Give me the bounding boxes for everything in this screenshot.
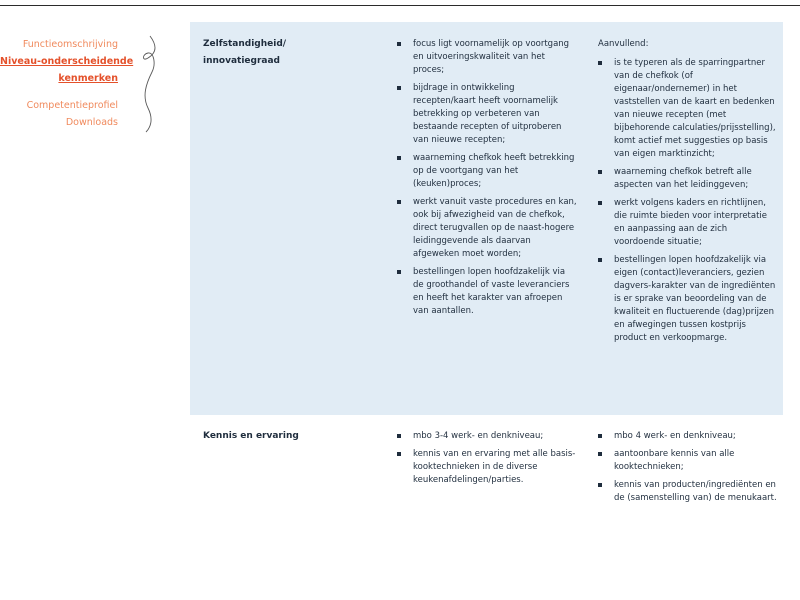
nav-item-competentieprofiel[interactable]: Competentieprofiel [26, 100, 118, 111]
column-level-higher [598, 430, 778, 510]
list-item: waarneming chefkok heeft betrekking op de voortgang van het (keuken)proces; [397, 152, 577, 191]
list-item: is te typeren als de sparringpartner van de chefkok (of eigenaar/ondernemer) in het vaststellen van de kaart en bedenken van nieuwe recepten (met bijbehorende calculaties/prijsstelling), komt actief met suggesties op basis van eigen marktinzicht; [598, 57, 778, 161]
list-item: werkt vanuit vaste procedures en kan, ook bij afwezigheid van de chefkok, direct terugvallen op de naast-hogere leidinggevende als daarvan afgeweken moet worden; [397, 196, 577, 261]
list-item: waarneming chefkok betreft alle aspecten van het leidinggeven; [598, 166, 778, 192]
nav-item-niveau-onderscheidende-kenmerken[interactable] [0, 53, 134, 87]
nav-item-downloads[interactable]: Downloads [65, 117, 118, 128]
sidebar-nav [0, 36, 134, 131]
bullet-icon [397, 156, 401, 160]
bullet-icon [397, 434, 401, 438]
bullet-icon [598, 434, 602, 438]
list-item: focus ligt voornamelijk op voortgang en uitvoeringskwaliteit van het proces; [397, 38, 577, 77]
column-level-lower [397, 38, 577, 323]
bullet-icon [397, 452, 401, 456]
row-label [203, 36, 353, 70]
column-level-higher [598, 38, 778, 350]
list-item: mbo 4 werk- en denkniveau; [598, 430, 778, 443]
bullet-list [397, 38, 577, 318]
row-label-line1: Zelfstandigheid/ [203, 39, 287, 49]
row-zelfstandigheid [190, 22, 783, 415]
row-label-line1: Kennis en ervaring [203, 431, 299, 441]
list-item: aantoonbare kennis van alle kooktechnieken; [598, 448, 778, 474]
list-item: bijdrage in ontwikkeling recepten/kaart heeft voornamelijk betrekking op verbeteren van bestaande recepten of uitproberen van nieuwe recepten; [397, 82, 577, 147]
bullet-icon [397, 200, 401, 204]
list-item: werkt volgens kaders en richtlijnen, die ruimte bieden voor interpretatie en aanpassing aan de zich voordoende situatie; [598, 197, 778, 249]
list-item: bestellingen lopen hoofdzakelijk via eigen (contact)leveranciers, gezien dagvers-karakter van de ingrediënten is er sprake van beoordeling van de kwaliteit en fluctuerende (dag)prijzen en afwegingen tussen kostprijs product en verkoopmarge. [598, 254, 778, 345]
list-item: mbo 3-4 werk- en denkniveau; [397, 430, 577, 443]
row-label [203, 428, 353, 445]
bullet-icon [598, 201, 602, 205]
top-divider [0, 5, 800, 6]
bullet-list [598, 57, 778, 345]
list-item: kennis van producten/ingrediënten en de (samenstelling van) de menukaart. [598, 479, 778, 505]
bullet-icon [598, 170, 602, 174]
nav-item-label-line2: kenmerken [58, 73, 118, 84]
row-kennis-en-ervaring [190, 415, 783, 575]
bullet-icon [397, 270, 401, 274]
bullet-icon [598, 258, 602, 262]
decorative-squiggle-icon [136, 34, 166, 134]
bullet-icon [397, 42, 401, 46]
nav-item-label-line1: Niveau-onderscheidende [0, 56, 134, 67]
list-item: kennis van en ervaring met alle basis-kooktechnieken in de diverse keukenafdelingen/parties. [397, 448, 577, 487]
nav-item-functieomschrijving[interactable]: Functieomschrijving [22, 39, 118, 50]
list-item: bestellingen lopen hoofdzakelijk via de groothandel of vaste leveranciers en heeft het karakter van afroepen van aantallen. [397, 266, 577, 318]
bullet-icon [397, 86, 401, 90]
bullet-list [397, 430, 577, 487]
bullet-list [598, 430, 778, 505]
column-level-lower [397, 430, 577, 492]
bullet-icon [598, 452, 602, 456]
bullet-icon [598, 483, 602, 487]
bullet-icon [598, 61, 602, 65]
row-label-line2: innovatiegraad [203, 56, 280, 66]
column-intro: Aanvullend: [598, 39, 649, 49]
